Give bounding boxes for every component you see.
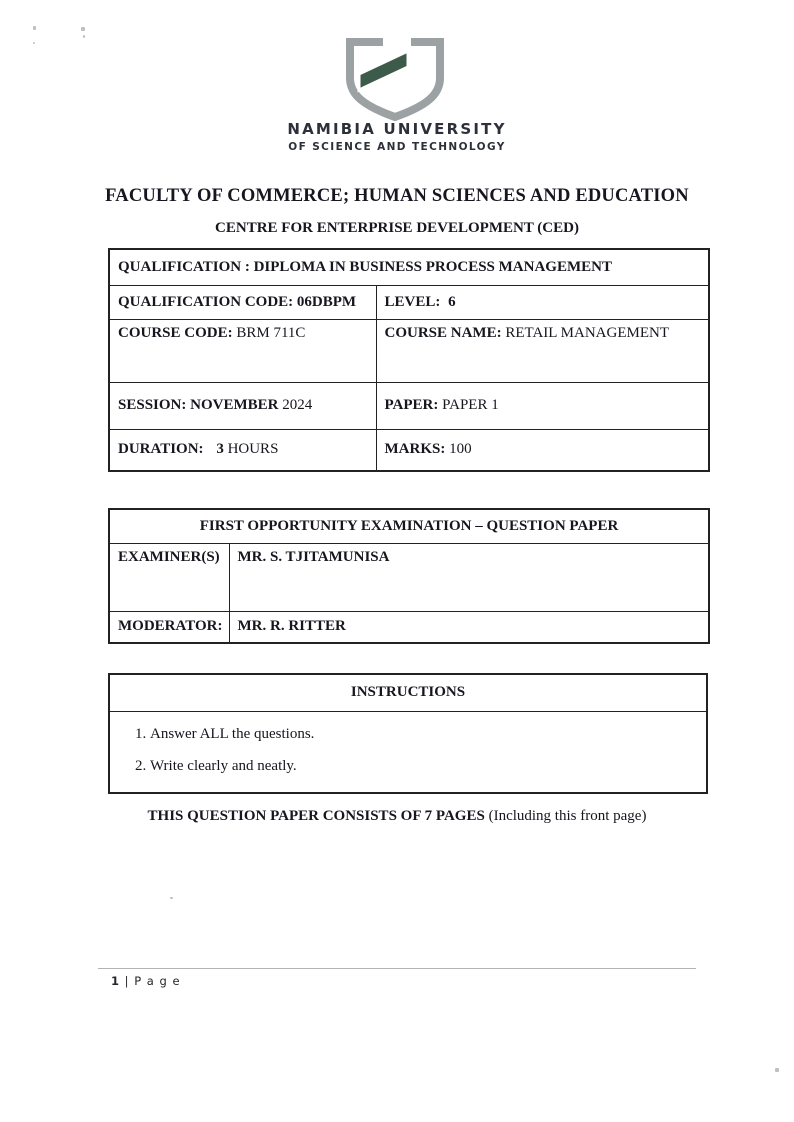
table-row [109,509,709,543]
exam-title: FIRST OPPORTUNITY EXAMINATION – QUESTION PAPER [199,517,619,534]
table-row [109,249,709,285]
instructions-list [118,726,698,775]
duration-value: HOURS [227,441,279,458]
instructions-title-cell [109,674,707,711]
level-value: 6 [448,293,456,310]
instructions-body-cell [109,711,707,793]
scan-artifact [33,26,36,30]
scan-artifact [775,1068,779,1072]
university-wordmark [247,120,547,153]
table-row [109,382,709,429]
page-count-regular: (Including this front page) [488,808,647,824]
session-cell [109,382,376,429]
qualification-code-cell [109,285,376,319]
table-row [109,429,709,471]
instruction-item: 2. Write clearly and neatly. [150,758,698,775]
examiner-table [108,508,710,644]
page-count-bold: THIS QUESTION PAPER CONSISTS OF 7 PAGES [147,808,485,824]
duration-number: 3 [216,441,224,458]
instructions-title: INSTRUCTIONS [350,684,466,701]
footer-divider [98,968,696,969]
table-row [109,543,709,611]
paper-cell [376,382,709,429]
qualification-code-value: 06DBPM [296,293,357,310]
table-row [109,611,709,643]
university-name: NAMIBIA UNIVERSITY [287,120,507,138]
course-info-table [108,248,710,472]
exam-title-cell [109,509,709,543]
table-row [109,711,707,793]
course-name-label: COURSE NAME: [384,324,502,341]
moderator-label: MODERATOR: [118,618,223,635]
table-row [109,674,707,711]
qualification-value: DIPLOMA IN BUSINESS PROCESS MANAGEMENT [253,258,612,275]
marks-label: MARKS: [384,441,446,458]
course-name-cell [376,319,709,382]
page-count-note [0,808,794,825]
scan-artifact [170,897,173,899]
examiner-value: MR. S. TJITAMUNISA [237,548,390,565]
level-label: LEVEL: [384,293,441,310]
course-code-value: BRM 711C [236,324,306,341]
session-value: 2024 [282,397,313,413]
course-name-value: RETAIL MANAGEMENT [505,324,669,341]
faculty-heading: FACULTY OF COMMERCE; HUMAN SCIENCES AND EDUCATION [105,186,689,206]
duration-label: DURATION: [118,441,204,458]
scan-artifact [33,42,35,44]
marks-value: 100 [449,441,472,458]
table-row [109,319,709,382]
level-cell [376,285,709,319]
examiner-label-cell [109,543,229,611]
moderator-label-cell [109,611,229,643]
university-shield-logo-icon [342,37,448,123]
table-row [109,285,709,319]
course-code-cell [109,319,376,382]
course-code-label: COURSE CODE: [118,324,233,341]
qualification-cell [109,249,709,285]
session-label: SESSION: NOVEMBER [118,397,279,413]
instructions-table [108,673,708,794]
paper-label: PAPER: [384,397,439,413]
scan-artifact [81,27,85,31]
page-number: 1 | P a g e [111,974,181,988]
instruction-item: 1. Answer ALL the questions. [150,726,698,743]
university-subtitle: OF SCIENCE AND TECHNOLOGY [288,141,506,153]
paper-value: PAPER 1 [442,397,499,413]
scan-artifact [83,35,85,38]
centre-heading: CENTRE FOR ENTERPRISE DEVELOPMENT (CED) [215,220,579,236]
qualification-label: QUALIFICATION : [118,258,250,275]
examiner-value-cell [229,543,709,611]
examiner-label: EXAMINER(S) [118,548,220,565]
marks-cell [376,429,709,471]
duration-cell [109,429,376,471]
moderator-value-cell [229,611,709,643]
qualification-code-label: QUALIFICATION CODE: [118,293,294,310]
moderator-value: MR. R. RITTER [237,618,346,635]
